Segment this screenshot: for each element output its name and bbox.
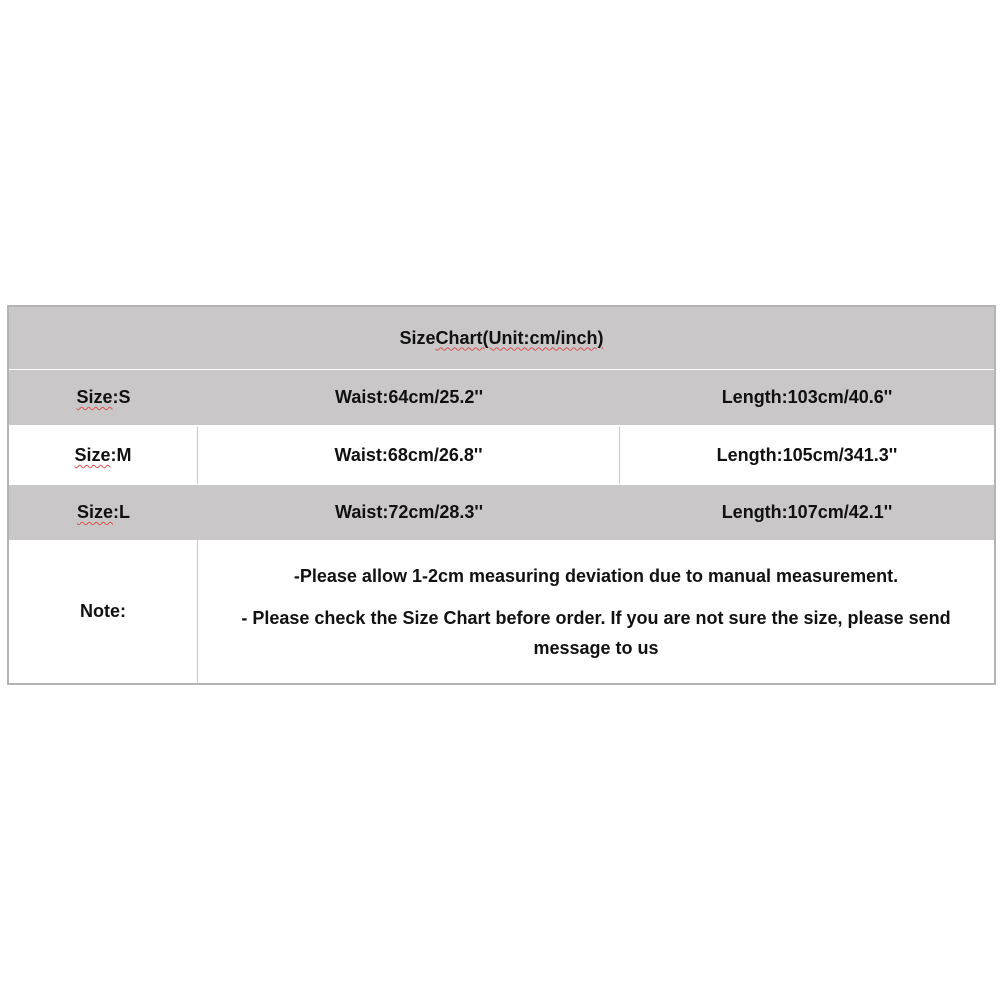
length-cell: Length:107cm/42.1'': [721, 502, 893, 522]
note-line-deviation: -Please allow 1-2cm measuring deviation due to manual measurement.: [293, 565, 899, 586]
size-label-prefix: Size: [76, 387, 113, 407]
note-text: [198, 540, 994, 683]
waist-cell: Waist:64cm/25.2'': [335, 387, 483, 407]
length-cell: Length:103cm/40.6'': [721, 387, 893, 407]
size-label-value: :S: [112, 387, 131, 407]
size-chart-table: [7, 305, 996, 685]
size-chart-title: [9, 307, 994, 369]
note-row: [9, 540, 994, 683]
note-label: Note:: [9, 540, 198, 683]
size-row-s: [9, 370, 994, 427]
length-cell: Length:105cm/341.3'': [716, 445, 898, 465]
size-row-m: [9, 427, 994, 484]
waist-cell: Waist:68cm/26.8'': [198, 427, 620, 484]
size-cell: [9, 485, 198, 540]
size-label-prefix: Size: [76, 502, 114, 522]
size-cell: [9, 427, 198, 484]
size-cell: [9, 370, 198, 425]
size-chart-title-word: Chart(Unit:cm/inch): [435, 327, 604, 348]
waist-cell: Waist:72cm/28.3'': [335, 502, 483, 522]
size-label-value: :L: [113, 502, 131, 522]
note-line-check-size: - Please check the Size Chart before order. If you are not sure the size, please send message to us: [241, 607, 951, 658]
size-row-l: [9, 484, 994, 540]
size-chart-title-prefix: Size: [399, 327, 436, 348]
size-label-prefix: Size: [74, 445, 111, 465]
size-chart-title-row: [9, 307, 994, 370]
size-label-value: :M: [110, 445, 132, 465]
